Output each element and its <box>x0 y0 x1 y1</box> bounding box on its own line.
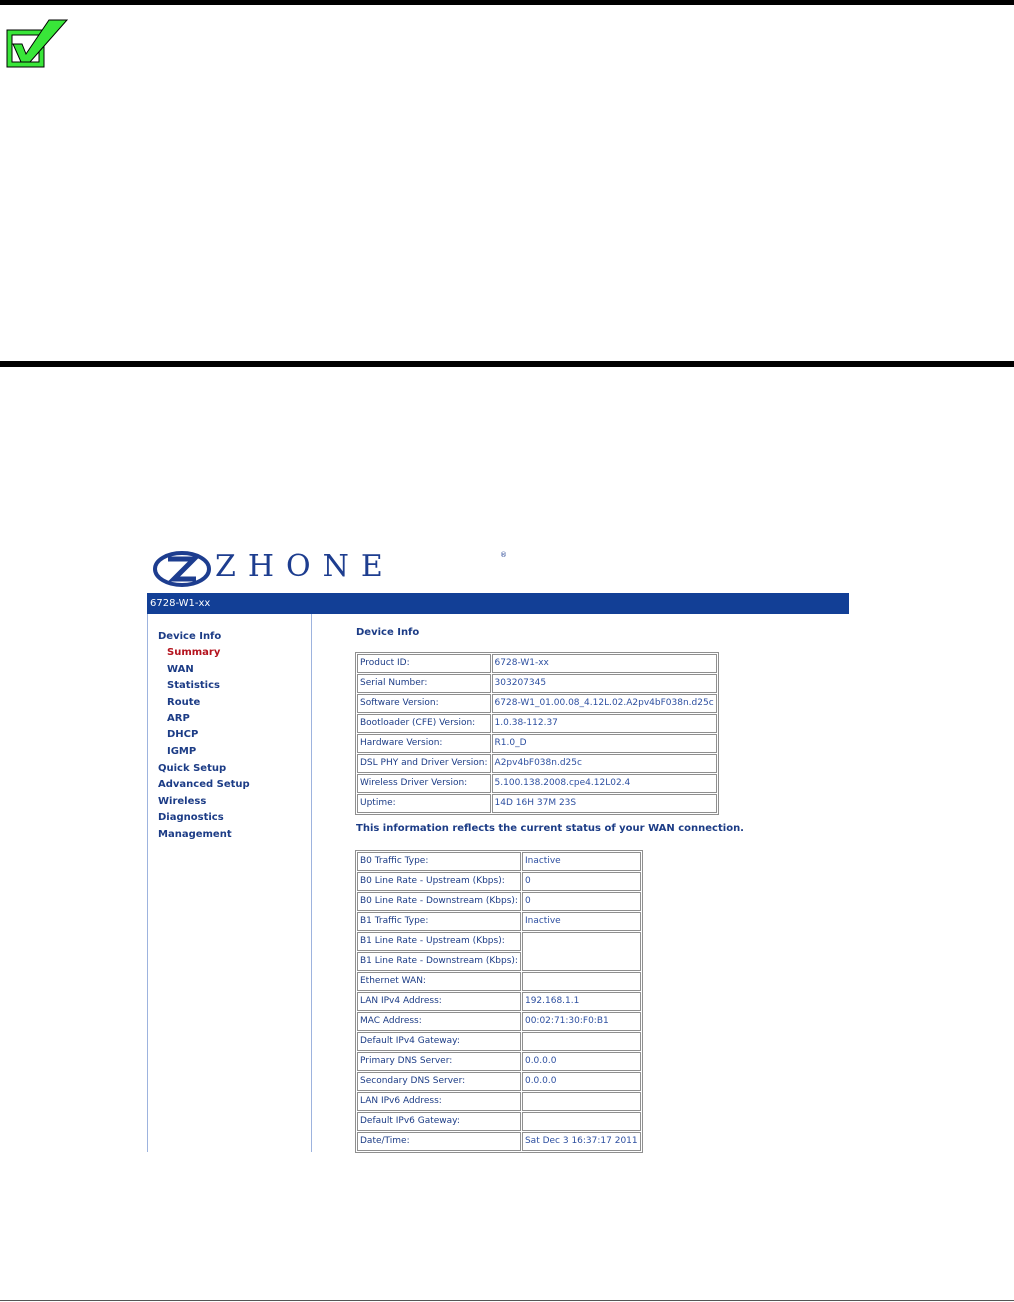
row-value: 0.0.0.0 <box>522 1052 641 1071</box>
row-value: 0 <box>522 872 641 891</box>
row-label: B0 Line Rate - Downstream (Kbps): <box>357 892 521 911</box>
router-screenshot <box>147 540 849 1152</box>
row-label: Ethernet WAN: <box>357 972 521 991</box>
row-value <box>522 972 641 991</box>
row-label: B0 Line Rate - Upstream (Kbps): <box>357 872 521 891</box>
table-row <box>357 794 717 813</box>
row-value: A2pv4bF038n.d25c <box>492 754 717 773</box>
row-value <box>522 1092 641 1111</box>
table-row <box>357 872 641 891</box>
wan-status-caption: This information reflects the current status of your WAN connection. <box>356 823 744 834</box>
row-value: 5.100.138.2008.cpe4.12L02.4 <box>492 774 717 793</box>
top-rule <box>0 0 1014 5</box>
brand-registered-mark: ® <box>500 551 507 559</box>
row-label: B0 Traffic Type: <box>357 852 521 871</box>
table-row <box>357 1012 641 1031</box>
row-value: 0.0.0.0 <box>522 1072 641 1091</box>
table-row <box>357 654 717 673</box>
row-value <box>522 1112 641 1131</box>
sidebar-item-statistics[interactable]: Statistics <box>167 680 220 691</box>
table-row <box>357 1132 641 1151</box>
bottom-rule <box>0 1300 1014 1301</box>
sidebar-item-advanced-setup[interactable]: Advanced Setup <box>158 779 250 790</box>
row-label: Serial Number: <box>357 674 491 693</box>
device-info-table <box>355 652 719 815</box>
row-label: MAC Address: <box>357 1012 521 1031</box>
table-row <box>357 1092 641 1111</box>
row-label: Primary DNS Server: <box>357 1052 521 1071</box>
checkmark-icon <box>4 18 70 72</box>
row-value: Inactive <box>522 852 641 871</box>
table-row <box>357 932 641 951</box>
row-label: B1 Line Rate - Downstream (Kbps): <box>357 952 521 971</box>
row-value: 00:02:71:30:F0:B1 <box>522 1012 641 1031</box>
row-value: Inactive <box>522 912 641 931</box>
row-value <box>522 932 641 971</box>
row-value: 6728-W1_01.00.08_4.12L.02.A2pv4bF038n.d25c <box>492 694 717 713</box>
table-row <box>357 912 641 931</box>
row-value: 14D 16H 37M 23S <box>492 794 717 813</box>
sidebar-nav <box>147 614 312 1152</box>
row-value: R1.0_D <box>492 734 717 753</box>
main-content <box>313 614 849 1152</box>
row-value: 0 <box>522 892 641 911</box>
table-row <box>357 694 717 713</box>
row-value: 303207345 <box>492 674 717 693</box>
sidebar-item-wan[interactable]: WAN <box>167 664 194 675</box>
sidebar-item-dhcp[interactable]: DHCP <box>167 729 199 740</box>
sidebar-item-management[interactable]: Management <box>158 829 232 840</box>
sidebar-item-wireless[interactable]: Wireless <box>158 796 207 807</box>
row-label: LAN IPv4 Address: <box>357 992 521 1011</box>
row-label: Hardware Version: <box>357 734 491 753</box>
table-row <box>357 1072 641 1091</box>
row-label: Wireless Driver Version: <box>357 774 491 793</box>
sidebar-item-device-info[interactable]: Device Info <box>158 631 222 642</box>
row-label: Software Version: <box>357 694 491 713</box>
row-label: Uptime: <box>357 794 491 813</box>
row-value: Sat Dec 3 16:37:17 2011 <box>522 1132 641 1151</box>
table-row <box>357 972 641 991</box>
table-row <box>357 1052 641 1071</box>
table-row <box>357 852 641 871</box>
sidebar-item-diagnostics[interactable]: Diagnostics <box>158 812 224 823</box>
model-title: 6728-W1-xx <box>150 598 211 609</box>
row-value: 192.168.1.1 <box>522 992 641 1011</box>
row-label: B1 Line Rate - Upstream (Kbps): <box>357 932 521 951</box>
row-label: Bootloader (CFE) Version: <box>357 714 491 733</box>
brand-name: ZHONE <box>215 549 395 584</box>
table-row <box>357 1032 641 1051</box>
row-label: Default IPv4 Gateway: <box>357 1032 521 1051</box>
row-label: DSL PHY and Driver Version: <box>357 754 491 773</box>
row-label: Secondary DNS Server: <box>357 1072 521 1091</box>
sidebar-item-summary[interactable]: Summary <box>167 647 221 658</box>
row-value: 1.0.38-112.37 <box>492 714 717 733</box>
section-rule <box>0 361 1014 367</box>
table-row <box>357 992 641 1011</box>
table-row <box>357 734 717 753</box>
sidebar-item-quick-setup[interactable]: Quick Setup <box>158 763 227 774</box>
page-title: Device Info <box>356 627 420 638</box>
table-row <box>357 1112 641 1131</box>
sidebar-item-arp[interactable]: ARP <box>167 713 190 724</box>
table-row <box>357 714 717 733</box>
row-label: LAN IPv6 Address: <box>357 1092 521 1111</box>
row-label: B1 Traffic Type: <box>357 912 521 931</box>
table-row <box>357 892 641 911</box>
row-label: Default IPv6 Gateway: <box>357 1112 521 1131</box>
row-value: 6728-W1-xx <box>492 654 717 673</box>
row-label: Date/Time: <box>357 1132 521 1151</box>
table-row <box>357 774 717 793</box>
row-value <box>522 1032 641 1051</box>
sidebar-item-igmp[interactable]: IGMP <box>167 746 197 757</box>
model-title-bar <box>147 593 849 614</box>
table-row <box>357 754 717 773</box>
zhone-logo-icon <box>152 547 212 587</box>
row-label: Product ID: <box>357 654 491 673</box>
wan-status-table <box>355 850 643 1153</box>
sidebar-item-route[interactable]: Route <box>167 697 201 708</box>
table-row <box>357 674 717 693</box>
